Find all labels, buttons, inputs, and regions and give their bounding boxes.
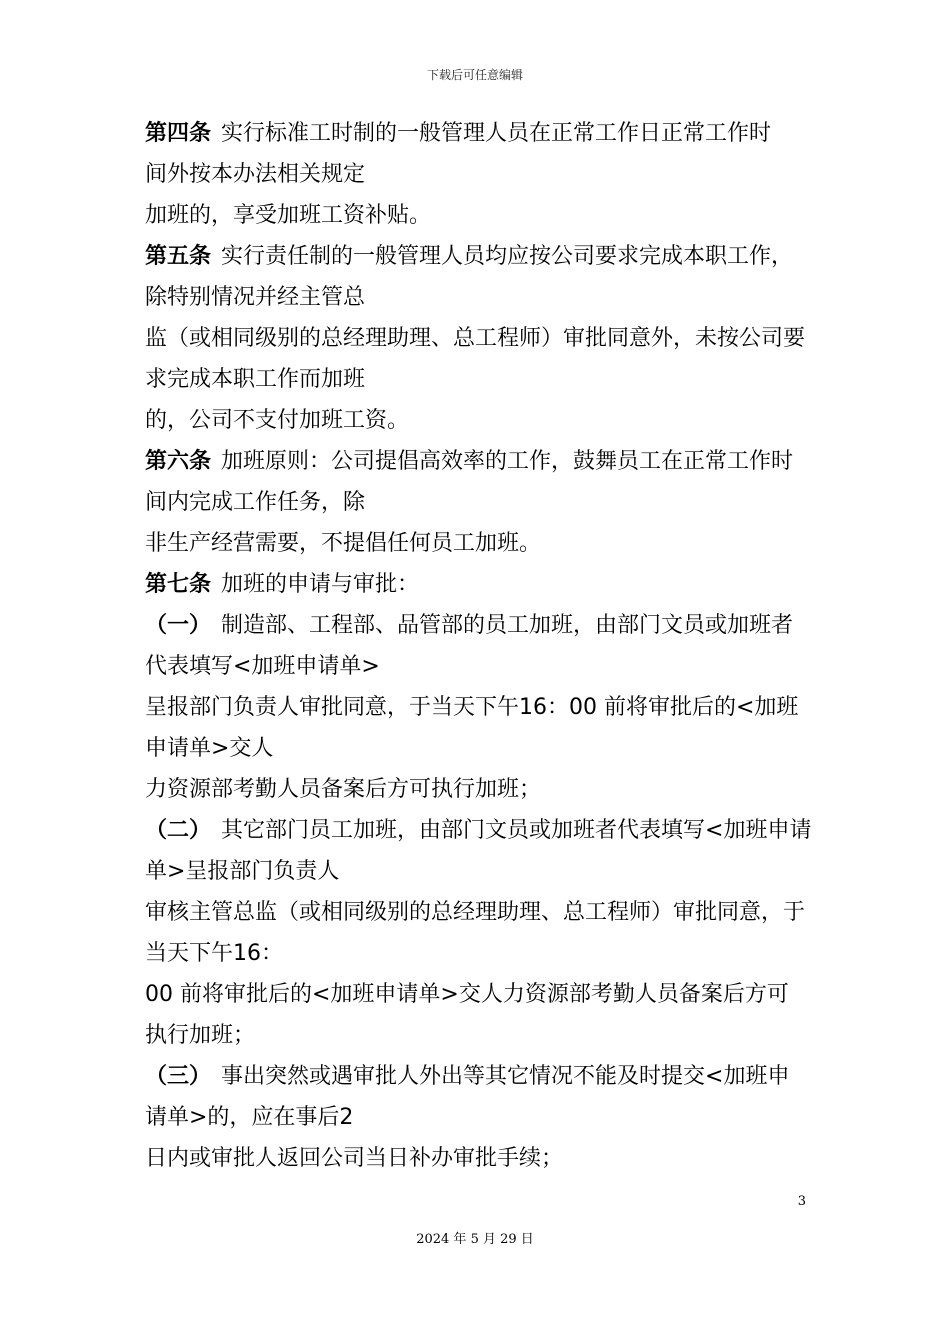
item-1-text-1: 制造部、工程部、品管部的员工加班，由部门文员或加班者 bbox=[221, 613, 794, 638]
article-5-line-5: 的，公司不支付加班工资。 bbox=[145, 408, 410, 433]
article-5-line-1 bbox=[145, 236, 815, 277]
article-4-line-2: 间外按本办法相关规定 bbox=[145, 162, 366, 187]
article-4-text-1: 实行标准工时制的一般管理人员在正常工作日正常工作时 bbox=[221, 121, 772, 146]
article-7-line-1 bbox=[145, 564, 815, 605]
article-4-label: 第四条 bbox=[145, 121, 212, 146]
item-2-line-3: 审核主管总监（或相同级别的总经理助理、总工程师）审批同意，于 bbox=[145, 900, 806, 925]
article-5-text-1: 实行责任制的一般管理人员均应按公司要求完成本职工作， bbox=[221, 244, 794, 269]
item-1-line-2: 代表填写<加班申请单> bbox=[145, 654, 380, 679]
article-6-line-2: 间内完成工作任务，除 bbox=[145, 490, 366, 515]
item-3-line-3: 日内或审批人返回公司当日补办审批手续； bbox=[145, 1146, 564, 1171]
item-2-line-2: 单>呈报部门负责人 bbox=[145, 859, 340, 884]
item-1-label: （一） bbox=[145, 613, 212, 638]
article-7-text-1: 加班的申请与审批： bbox=[221, 572, 420, 597]
article-6-text-1: 加班原则：公司提倡高效率的工作，鼓舞员工在正常工作时 bbox=[221, 449, 794, 474]
item-1-line-3: 呈报部门负责人审批同意，于当天下午16：00 前将审批后的<加班 bbox=[145, 695, 799, 720]
article-5-line-4: 求完成本职工作而加班 bbox=[145, 367, 366, 392]
article-5-label: 第五条 bbox=[145, 244, 212, 269]
article-4-line-1 bbox=[145, 113, 815, 154]
page-header: 下载后可任意编辑 bbox=[426, 68, 523, 82]
item-3-line-2: 请单>的，应在事后2 bbox=[145, 1105, 354, 1130]
article-6-line-3: 非生产经营需要，不提倡任何员工加班。 bbox=[145, 531, 542, 556]
item-1-line-5: 力资源部考勤人员备案后方可执行加班； bbox=[145, 777, 542, 802]
document-body bbox=[145, 113, 815, 1179]
article-5-line-2: 除特别情况并经主管总 bbox=[145, 285, 366, 310]
item-1-line-4: 申请单>交人 bbox=[145, 736, 274, 761]
item-3-label: （三） bbox=[145, 1064, 212, 1089]
item-2-line-1 bbox=[145, 810, 815, 851]
article-6-label: 第六条 bbox=[145, 449, 212, 474]
article-7-label: 第七条 bbox=[145, 572, 212, 597]
item-3-text-1: 事出突然或遇审批人外出等其它情况不能及时提交<加班申 bbox=[221, 1064, 790, 1089]
page-number: 3 bbox=[797, 1194, 806, 1209]
item-2-line-4: 当天下午16： bbox=[145, 941, 283, 966]
item-2-label: （二） bbox=[145, 818, 212, 843]
page-footer-date: 2024 年 5 月 29 日 bbox=[416, 1232, 534, 1247]
article-6-line-1 bbox=[145, 441, 815, 482]
item-2-line-5: 00 前将审批后的<加班申请单>交人力资源部考勤人员备案后方可 bbox=[145, 982, 789, 1007]
item-2-text-1: 其它部门员工加班，由部门文员或加班者代表填写<加班申请 bbox=[221, 818, 812, 843]
item-2-line-6: 执行加班； bbox=[145, 1023, 256, 1048]
item-3-line-1 bbox=[145, 1056, 815, 1097]
article-5-line-3: 监（或相同级别的总经理助理、总工程师）审批同意外，未按公司要 bbox=[145, 326, 806, 351]
item-1-line-1 bbox=[145, 605, 815, 646]
article-4-line-3: 加班的，享受加班工资补贴。 bbox=[145, 203, 432, 228]
